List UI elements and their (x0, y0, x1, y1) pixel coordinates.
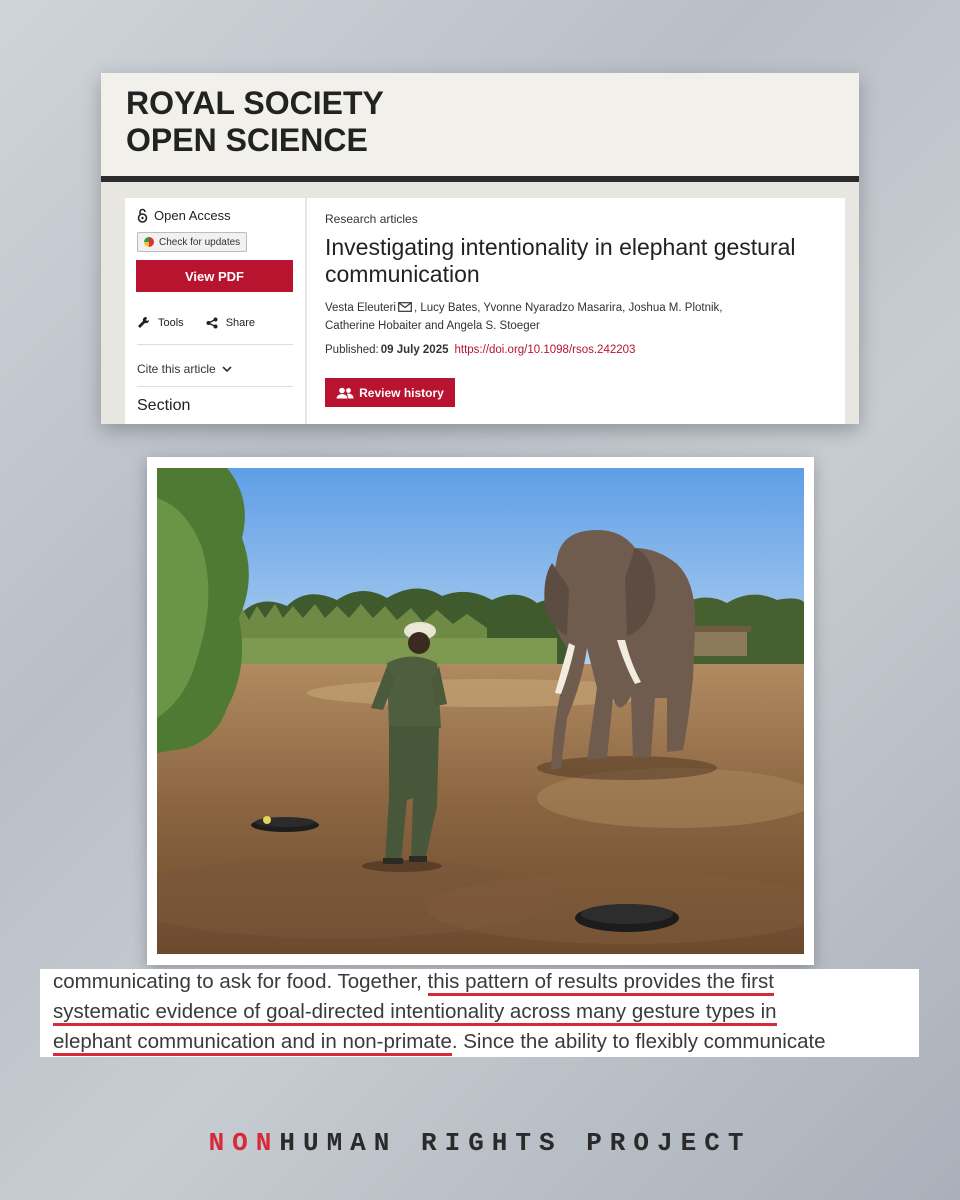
journal-name-line1: ROYAL SOCIETY (126, 85, 384, 121)
quote-excerpt (40, 969, 919, 1057)
author-names: , Lucy Bates, Yvonne Nyaradzo Masarira, Joshua M. Plotnik, (413, 302, 723, 314)
chevron-down-icon (222, 366, 232, 373)
open-access-label (137, 208, 231, 223)
quote-line-3 (53, 1028, 826, 1056)
wrench-icon (137, 316, 150, 329)
crossmark-icon (144, 237, 154, 247)
author-names-line2: Catherine Hobaiter and Angela S. Stoeger (325, 320, 540, 332)
quote-line-2 (53, 998, 777, 1026)
share-icon (206, 317, 218, 329)
tools-label: Tools (158, 316, 184, 329)
open-lock-icon (137, 208, 148, 223)
published-label: Published: (325, 344, 379, 356)
publication-info (325, 344, 635, 356)
quote-highlight: elephant communication and in non-primate (53, 1030, 452, 1056)
brand-logo (0, 1128, 960, 1158)
share-label: Share (225, 316, 256, 329)
elephant-photo (157, 468, 804, 954)
journal-header (101, 73, 859, 182)
doi-link[interactable]: https://doi.org/10.1098/rsos.242203 (454, 344, 636, 356)
article-sidebar (125, 198, 305, 424)
divider (137, 344, 293, 345)
check-for-updates-label: Check for updates (159, 236, 241, 248)
quote-highlight: systematic evidence of goal-directed intentionality across many gesture types in (53, 1000, 777, 1026)
brand-name: HUMAN RIGHTS PROJECT (279, 1128, 752, 1158)
article-type: Research articles (325, 212, 418, 226)
journal-name (126, 85, 384, 159)
cite-this-article-toggle[interactable] (137, 362, 232, 376)
quote-highlight: this pattern of results provides the first (428, 970, 774, 996)
open-access-text: Open Access (154, 208, 231, 223)
journal-screenshot (101, 73, 859, 424)
envelope-icon[interactable] (398, 302, 412, 312)
author-list (325, 299, 835, 335)
photo-frame (147, 457, 814, 965)
section-heading: Section (137, 397, 191, 414)
divider (137, 386, 293, 387)
review-history-button[interactable] (325, 378, 455, 407)
article-title: Investigating intentionality in elephant gestural communication (325, 234, 796, 287)
author-link[interactable]: Vesta Eleuteri (325, 302, 396, 314)
brand-prefix: NON (208, 1128, 280, 1158)
cite-label: Cite this article (137, 362, 216, 376)
quote-line-1 (53, 968, 774, 996)
article-header (307, 198, 845, 424)
tools-button[interactable] (137, 316, 184, 329)
review-history-label: Review history (359, 385, 444, 400)
published-date: 09 July 2025 (380, 344, 449, 356)
quote-text: communicating to ask for food. Together, (53, 970, 428, 993)
people-icon (336, 387, 354, 399)
share-button[interactable] (206, 316, 255, 329)
check-for-updates-button[interactable] (137, 232, 247, 252)
view-pdf-button[interactable]: View PDF (136, 260, 293, 292)
tools-share-row (137, 316, 293, 329)
quote-text: . Since the ability to flexibly communicate (451, 1030, 826, 1053)
journal-name-line2: OPEN SCIENCE (126, 122, 368, 158)
